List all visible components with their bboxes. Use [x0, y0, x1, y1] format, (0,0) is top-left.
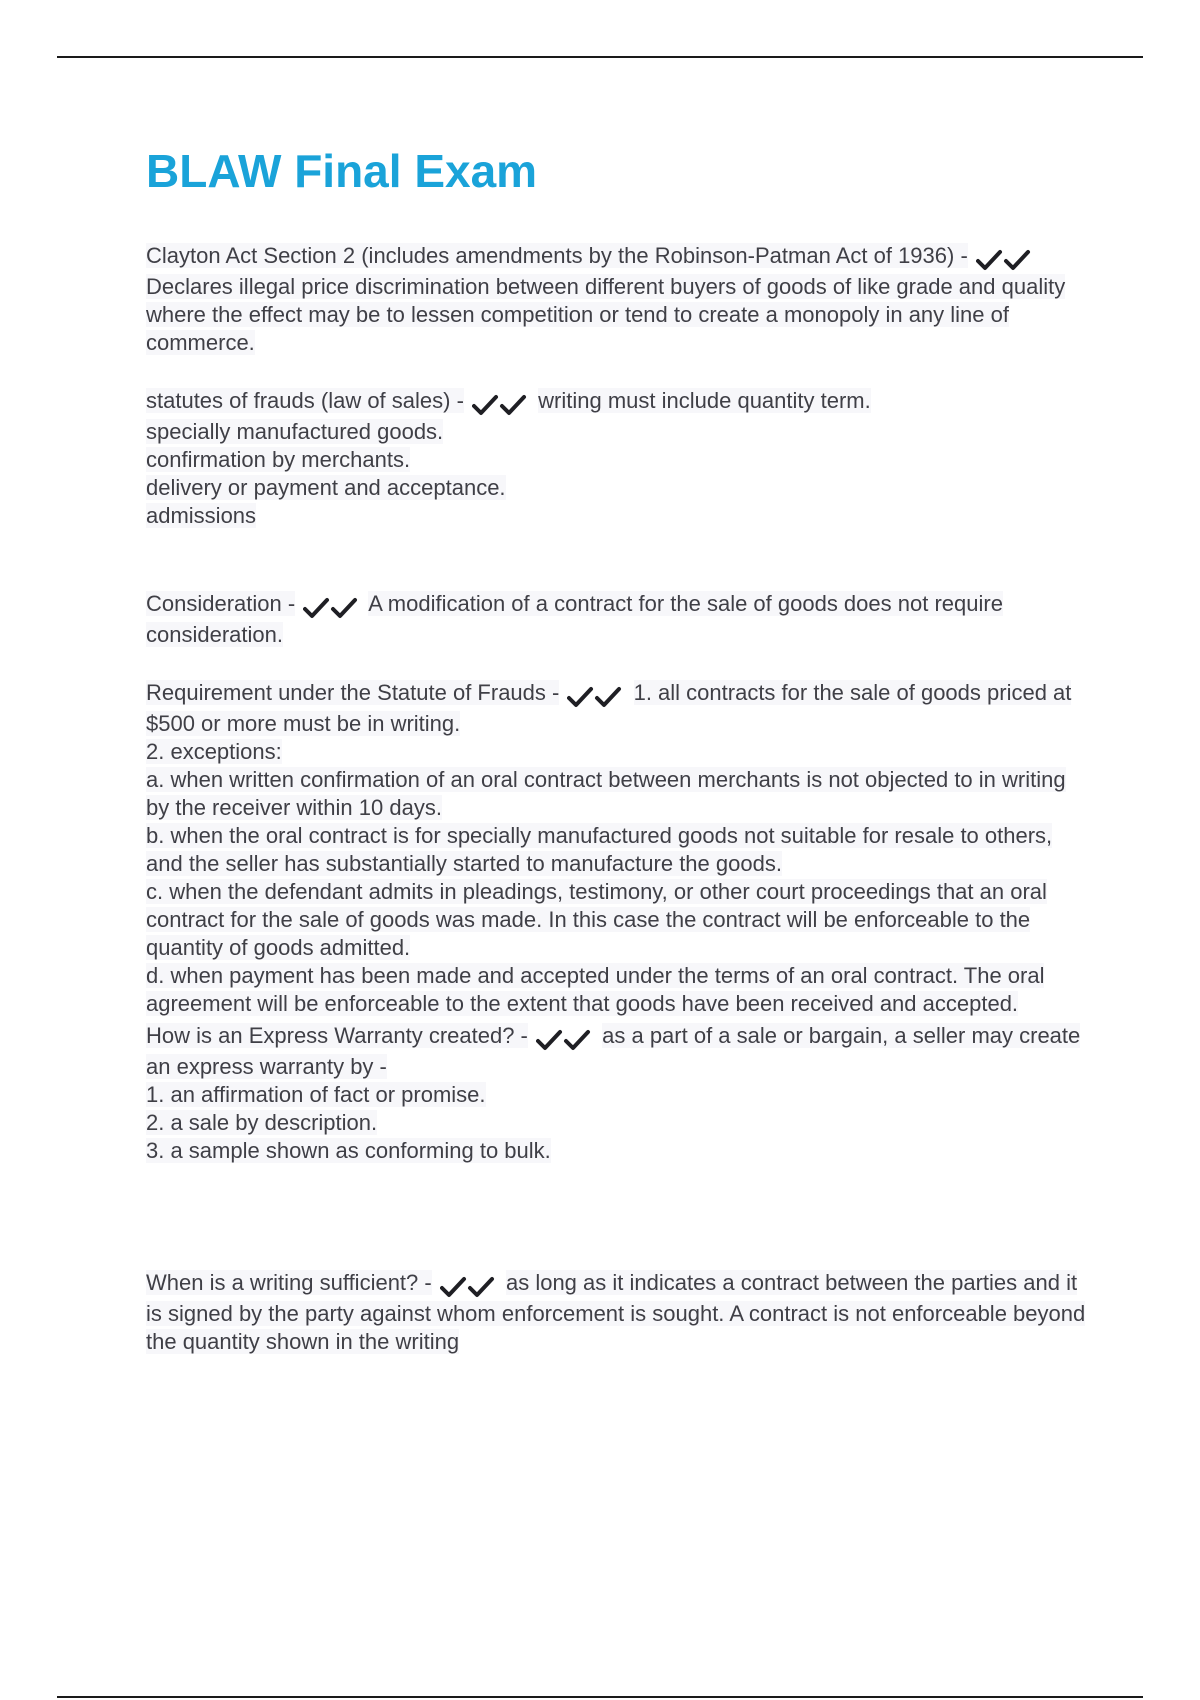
card-answer-line: 2. a sale by description.: [146, 1110, 378, 1135]
bottom-rule: [57, 1696, 1143, 1698]
card-answer-line: b. when the oral contract is for specially manufactured goods not suitable for resale to others, and the seller has substantially started to manufacture the goods.: [146, 823, 1053, 876]
flashcard: [146, 387, 1091, 530]
card-answer-line: as long as it indicates a contract between the parties and it is signed by the party against whom enforcement is sought. A contract is not enforceable beyond the quantity shown in the writing: [146, 1270, 1086, 1354]
card-answer-line: 1. an affirmation of fact or promise.: [146, 1082, 486, 1107]
card-answer-line: Declares illegal price discrimination between different buyers of goods of like grade and quality where the effect may be to lessen competition or tend to create a monopoly in any line of commerce.: [146, 274, 1066, 355]
document-body: [146, 142, 1091, 1356]
flashcard: [146, 1022, 1091, 1165]
flashcard-list: [146, 242, 1091, 1356]
card-question: How is an Express Warranty created? -: [146, 1023, 528, 1048]
page-title: BLAW Final Exam: [146, 145, 538, 197]
double-checkmark-icon: [303, 593, 359, 621]
card-question: statutes of frauds (law of sales) -: [146, 388, 464, 413]
double-checkmark-icon: [976, 245, 1032, 273]
double-checkmark-icon: [567, 682, 623, 710]
card-answer-line: 3. a sample shown as conforming to bulk.: [146, 1138, 551, 1163]
card-question: Clayton Act Section 2 (includes amendments by the Robinson-Patman Act of 1936) -: [146, 243, 968, 268]
double-checkmark-icon: [472, 390, 528, 418]
top-rule: [57, 56, 1143, 58]
card-question: Requirement under the Statute of Frauds -: [146, 680, 560, 705]
flashcard: [146, 679, 1091, 1018]
card-answer-line: delivery or payment and acceptance.: [146, 475, 506, 500]
card-answer-line: writing must include quantity term.: [538, 388, 871, 413]
card-answer-line: A modification of a contract for the sale of goods does not require consideration.: [146, 591, 1003, 647]
flashcard: [146, 1269, 1091, 1356]
card-answer-line: as a part of a sale or bargain, a seller may create an express warranty by -: [146, 1023, 1081, 1079]
flashcard: [146, 242, 1091, 357]
card-answer-line: specially manufactured goods.: [146, 419, 444, 444]
card-answer-line: c. when the defendant admits in pleadings, testimony, or other court proceedings that an oral contract for the sale of goods was made. In this case the contract will be enforceable to the quantity of goods admitted.: [146, 879, 1047, 960]
card-answer-line: confirmation by merchants.: [146, 447, 411, 472]
card-answer-line: a. when written confirmation of an oral contract between merchants is not objected to in writing by the receiver within 10 days.: [146, 767, 1066, 820]
double-checkmark-icon: [536, 1025, 592, 1053]
card-question: When is a writing sufficient? -: [146, 1270, 432, 1295]
double-checkmark-icon: [440, 1272, 496, 1300]
card-answer-line: d. when payment has been made and accepted under the terms of an oral contract. The oral agreement will be enforceable to the extent that goods have been received and accepted.: [146, 963, 1045, 1016]
flashcard: [146, 590, 1091, 649]
card-question: Consideration -: [146, 591, 296, 616]
card-answer-line: admissions: [146, 503, 257, 528]
card-answer-line: 2. exceptions:: [146, 739, 282, 764]
card-answer-line: 1. all contracts for the sale of goods priced at $500 or more must be in writing.: [146, 680, 1072, 736]
